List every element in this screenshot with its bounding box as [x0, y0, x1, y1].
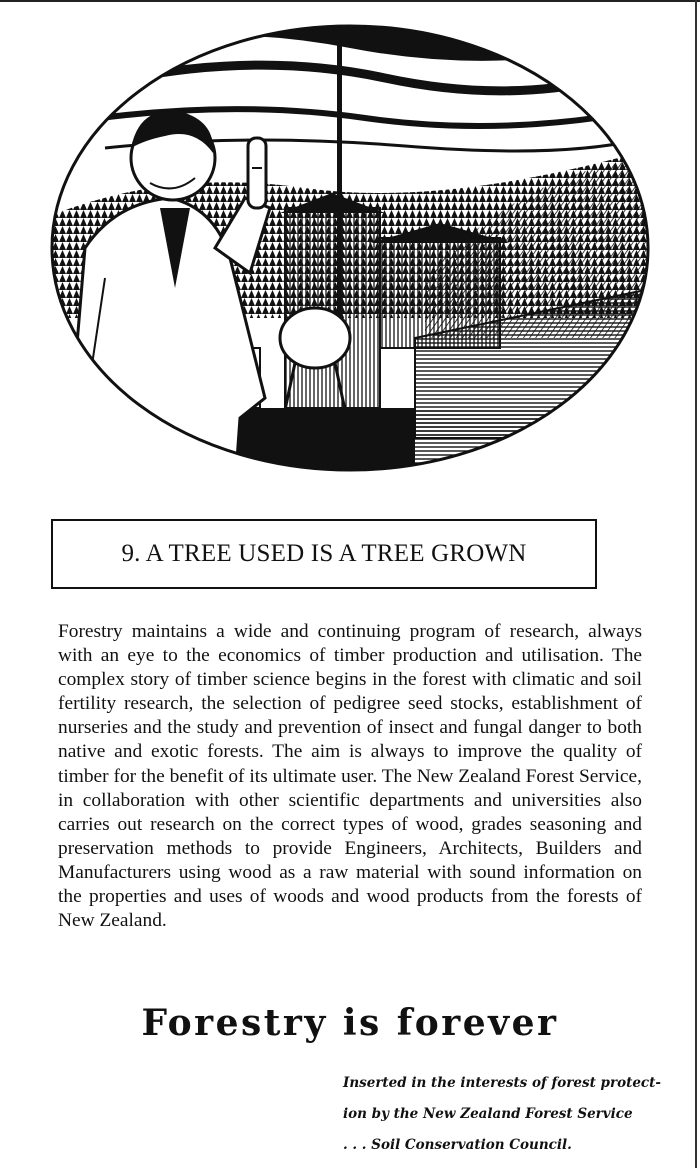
credit-line-1: Inserted in the interests of forest protect-: [343, 1075, 661, 1091]
scientist-illustration: [45, 18, 655, 478]
credit-notice: [343, 1068, 663, 1161]
top-border-rule: [0, 0, 700, 2]
headline: 9. A TREE USED IS A TREE GROWN: [121, 540, 527, 567]
slogan: Forestry is forever: [141, 1002, 559, 1044]
credit-line-2: ion by the New Zealand Forest Service: [343, 1106, 633, 1122]
right-border-rule: [695, 0, 697, 1168]
credit-line-3: . . . Soil Conservation Council.: [343, 1137, 572, 1153]
body-copy: Forestry maintains a wide and continuing program of research, always with an eye to the economics of timber production and utilisation. The complex story of timber science begins in the forest with climatic and soil fertility research, the selection of pedigree seed stocks, establishment of nurseries and the study and prevention of insect and fungal danger to both native and exotic forests. The aim is always to improve the quality of timber for the benefit of its ultimate user. The New Zealand Forest Service, in collaboration with other scientific departments and universities also carries out research on the correct types of wood, grades seasoning and preservation methods to provide Engineers, Architects, Builders and Manufacturers using wood as a raw material with sound information on the properties and uses of woods and wood products from the forests of New Zealand.: [58, 621, 642, 932]
headline-box: [51, 519, 597, 589]
